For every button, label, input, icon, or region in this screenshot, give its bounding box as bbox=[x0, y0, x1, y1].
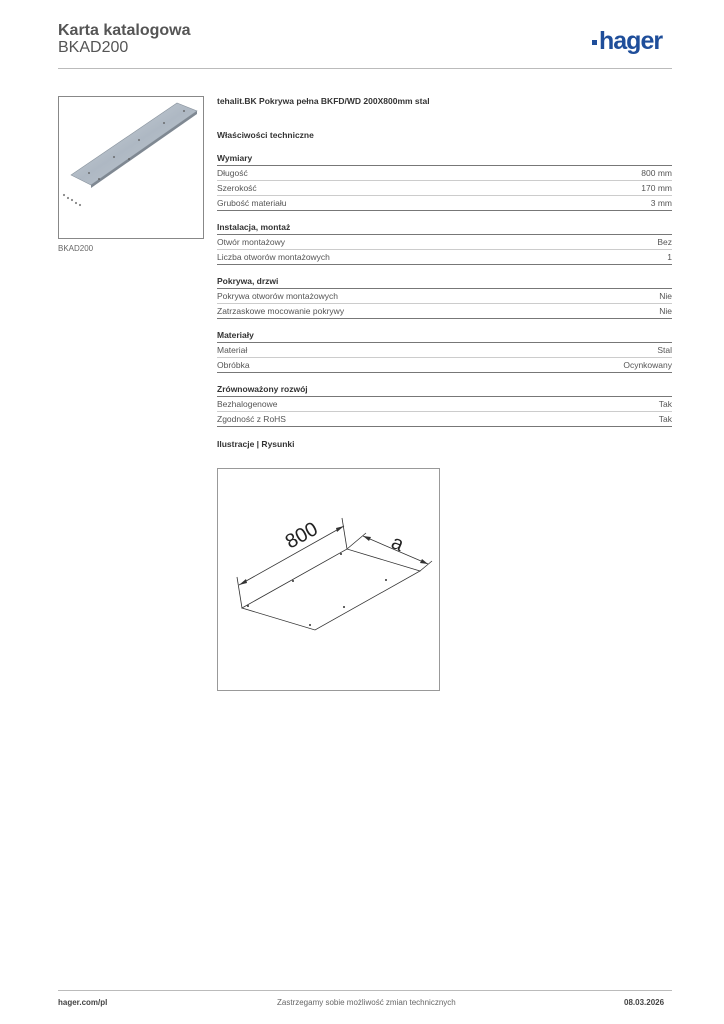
spec-label: Zgodność z RoHS bbox=[217, 414, 286, 424]
spec-label: Grubość materiału bbox=[217, 198, 287, 208]
spec-label: Liczba otworów montażowych bbox=[217, 252, 330, 262]
spec-row bbox=[217, 166, 672, 181]
specs-sections bbox=[217, 152, 672, 427]
spec-value: Tak bbox=[658, 414, 672, 424]
logo-dot-icon bbox=[592, 40, 597, 45]
footer-website-link[interactable]: hager.com/pl bbox=[58, 998, 108, 1007]
spec-section bbox=[217, 152, 672, 211]
spec-section bbox=[217, 383, 672, 427]
spec-label: Długość bbox=[217, 168, 248, 178]
spec-row bbox=[217, 304, 672, 319]
hager-logo[interactable] bbox=[592, 27, 662, 56]
technical-drawing bbox=[217, 468, 440, 691]
spec-row bbox=[217, 250, 672, 265]
spec-section-title: Zrównoważony rozwój bbox=[217, 383, 672, 397]
spec-row bbox=[217, 397, 672, 412]
spec-value: Bez bbox=[657, 237, 672, 247]
spec-section bbox=[217, 329, 672, 373]
spec-label: Obróbka bbox=[217, 360, 250, 370]
spec-value: 3 mm bbox=[650, 198, 672, 208]
spec-section bbox=[217, 221, 672, 265]
spec-row bbox=[217, 181, 672, 196]
spec-row bbox=[217, 235, 672, 250]
spec-row bbox=[217, 196, 672, 211]
spec-value: Nie bbox=[659, 306, 672, 316]
spec-row bbox=[217, 358, 672, 373]
spec-section-title: Wymiary bbox=[217, 152, 672, 166]
spec-label: Pokrywa otworów montażowych bbox=[217, 291, 338, 301]
product-code: BKAD200 bbox=[58, 39, 129, 56]
spec-value: Stal bbox=[657, 345, 672, 355]
spec-label: Materiał bbox=[217, 345, 248, 355]
spec-value: 170 mm bbox=[641, 183, 672, 193]
spec-value: 800 mm bbox=[641, 168, 672, 178]
product-image-caption: BKAD200 bbox=[58, 244, 94, 253]
cover-plate-icon bbox=[59, 97, 203, 238]
tech-properties-heading: Właściwości techniczne bbox=[217, 130, 314, 140]
logo-text: hager bbox=[599, 27, 663, 55]
footer-disclaimer: Zastrzegamy sobie możliwość zmian technicznych bbox=[277, 998, 456, 1007]
product-details bbox=[217, 96, 672, 449]
spec-row bbox=[217, 412, 672, 427]
illustrations-heading: Ilustracje | Rysunki bbox=[217, 439, 295, 449]
document-title: Karta katalogowa bbox=[58, 22, 191, 39]
spec-label: Zatrzaskowe mocowanie pokrywy bbox=[217, 306, 345, 316]
spec-value: Tak bbox=[658, 399, 672, 409]
product-title: tehalit.BK Pokrywa pełna BKFD/WD 200X800mm stal bbox=[217, 96, 430, 106]
dimension-drawing bbox=[218, 469, 439, 690]
spec-section-title: Materiały bbox=[217, 329, 672, 343]
spec-section-title: Pokrywa, drzwi bbox=[217, 275, 672, 289]
footer-date: 08.03.2026 bbox=[624, 998, 665, 1007]
width-dimension-label: a bbox=[388, 531, 407, 556]
spec-label: Szerokość bbox=[217, 183, 257, 193]
product-image bbox=[58, 96, 204, 239]
spec-section bbox=[217, 275, 672, 319]
spec-value: Nie bbox=[659, 291, 672, 301]
length-dimension-label: 800 bbox=[281, 517, 322, 554]
spec-label: Bezhalogenowe bbox=[217, 399, 278, 409]
spec-row bbox=[217, 289, 672, 304]
spec-value: 1 bbox=[667, 252, 672, 262]
spec-value: Ocynkowany bbox=[623, 360, 672, 370]
spec-row bbox=[217, 343, 672, 358]
spec-label: Otwór montażowy bbox=[217, 237, 286, 247]
header-divider bbox=[58, 68, 672, 69]
spec-section-title: Instalacja, montaż bbox=[217, 221, 672, 235]
footer-divider bbox=[58, 990, 672, 991]
